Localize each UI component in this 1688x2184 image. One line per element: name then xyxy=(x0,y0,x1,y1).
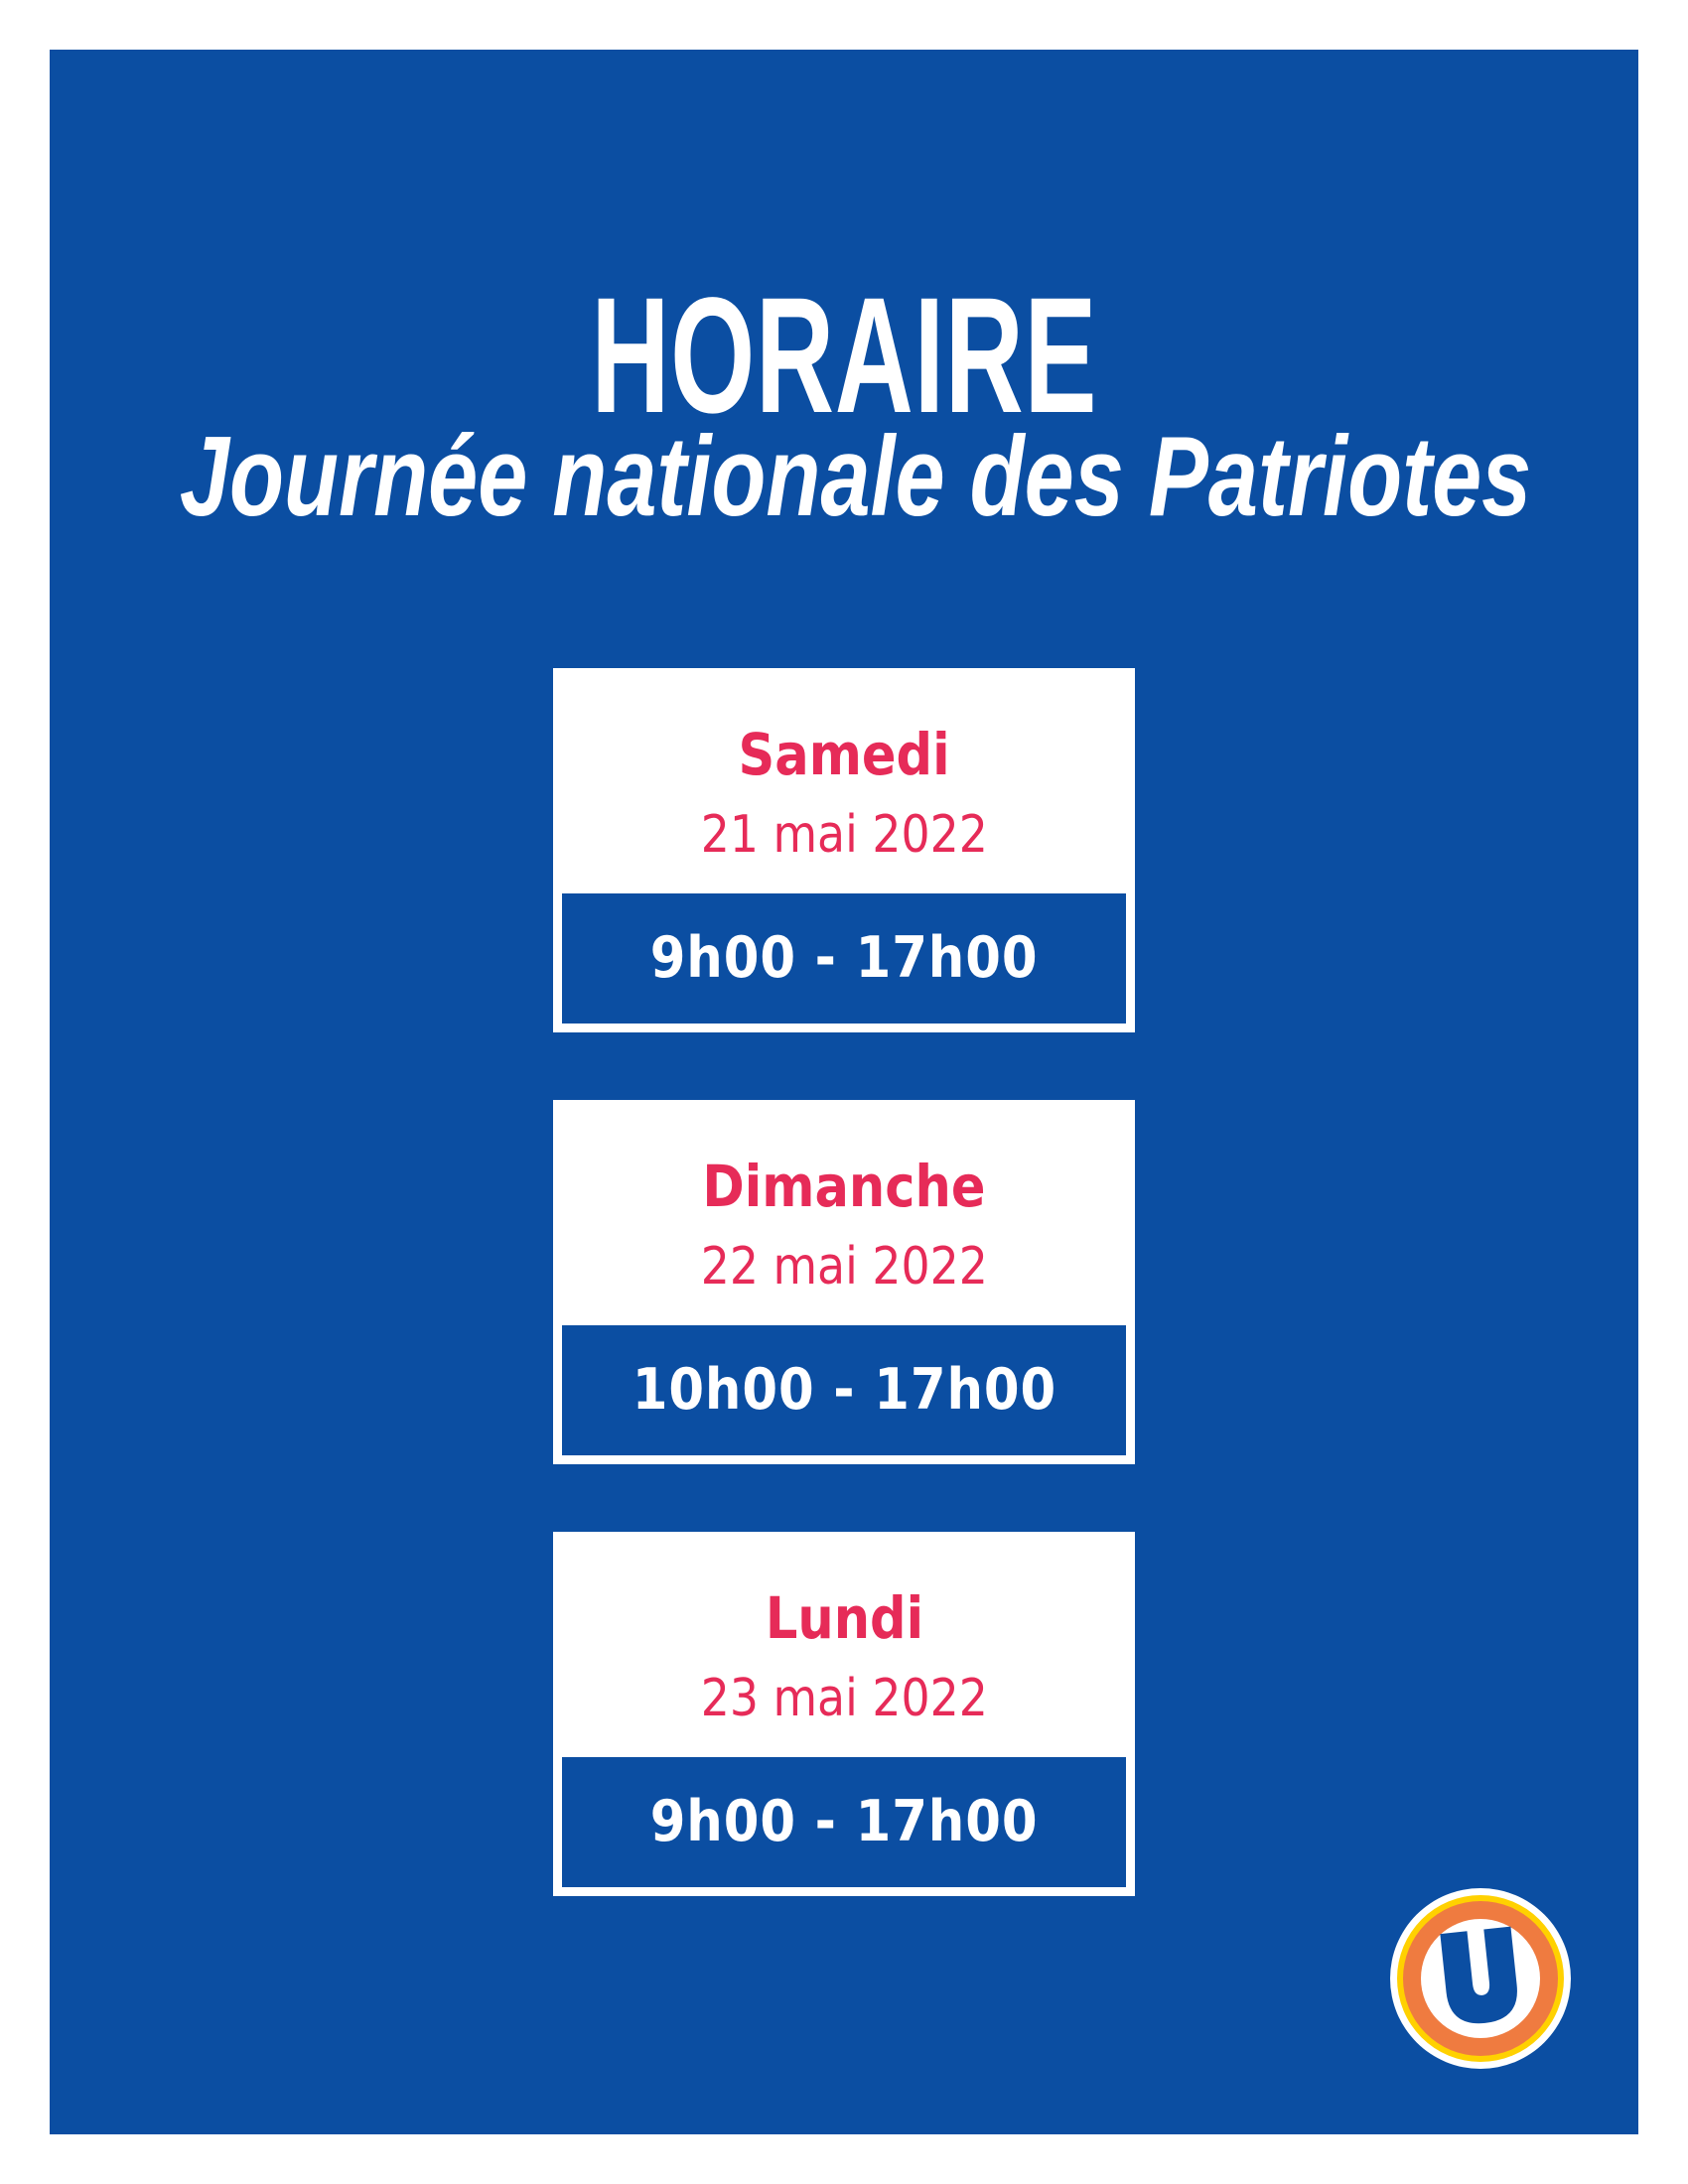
logo-orange-ring xyxy=(1403,1901,1558,2056)
uniprix-logo xyxy=(1390,1888,1571,2069)
logo-inner-disc xyxy=(1421,1919,1540,2038)
hours-label: 10h00 - 17h00 xyxy=(632,1357,1056,1423)
u-letter-icon xyxy=(1429,1924,1532,2032)
hours-bar xyxy=(562,893,1126,1024)
day-label: Lundi xyxy=(765,1584,923,1652)
schedule-card-sunday xyxy=(553,1100,1135,1464)
hours-label: 9h00 - 17h00 xyxy=(649,925,1039,991)
page-title: HORAIRE xyxy=(591,264,1097,448)
subheader xyxy=(0,414,1688,540)
schedule-card-saturday xyxy=(553,668,1135,1032)
day-label: Samedi xyxy=(738,721,950,788)
logo-yellow-ring xyxy=(1397,1895,1564,2062)
page-subtitle: Journée nationale des Patriotes xyxy=(179,414,1532,540)
date-label: 23 mai 2022 xyxy=(700,1669,988,1728)
hours-bar xyxy=(562,1757,1126,1887)
date-label: 21 mai 2022 xyxy=(700,805,988,865)
hours-label: 9h00 - 17h00 xyxy=(649,1789,1039,1854)
hours-bar xyxy=(562,1325,1126,1455)
day-label: Dimanche xyxy=(702,1153,986,1220)
date-label: 22 mai 2022 xyxy=(700,1237,988,1297)
schedule-card-monday xyxy=(553,1532,1135,1896)
